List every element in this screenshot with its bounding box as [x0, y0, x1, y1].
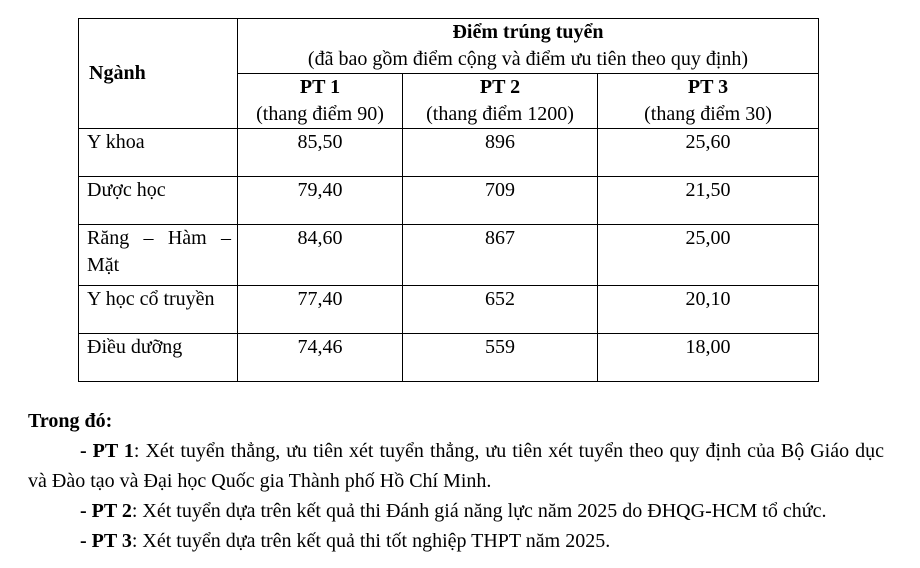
method-name: PT 1	[299, 76, 341, 98]
method-scale: (thang điểm 90)	[256, 103, 384, 125]
note-text: : Xét tuyển dựa trên kết quả thi Đánh giá năng lực năm 2025 do ĐHQG-HCM tổ chức.	[131, 500, 827, 522]
header-pt1	[238, 74, 403, 129]
admission-scores-table	[78, 18, 819, 382]
note-label: - PT 3	[80, 530, 132, 552]
notes-title: Trong đó:	[28, 410, 113, 432]
major-cell: Dược học	[79, 177, 238, 225]
pt2-cell: 867	[403, 225, 598, 286]
note-pt3	[28, 526, 884, 556]
pt2-cell: 652	[403, 286, 598, 334]
method-name: PT 2	[479, 76, 521, 98]
method-scale: (thang điểm 1200)	[426, 103, 574, 125]
note-text: : Xét tuyển dựa trên kết quả thi tốt nghiệp THPT năm 2025.	[131, 530, 611, 552]
pt3-cell: 25,60	[598, 129, 819, 177]
table-row	[79, 334, 819, 382]
table-row	[79, 129, 819, 177]
pt3-cell: 18,00	[598, 334, 819, 382]
pt3-cell: 25,00	[598, 225, 819, 286]
note-pt2	[28, 496, 884, 526]
notes-section	[28, 406, 884, 556]
note-label: - PT 2	[80, 500, 132, 522]
note-pt1	[28, 436, 884, 496]
pt1-cell: 74,46	[238, 334, 403, 382]
method-scale: (thang điểm 30)	[644, 103, 772, 125]
major-cell: Răng – Hàm – Mặt	[79, 225, 238, 286]
pt1-cell: 77,40	[238, 286, 403, 334]
group-title: Điểm trúng tuyển	[452, 21, 604, 43]
pt1-cell: 84,60	[238, 225, 403, 286]
major-cell: Y học cổ truyền	[79, 286, 238, 334]
pt3-cell: 20,10	[598, 286, 819, 334]
table-row	[79, 225, 819, 286]
table-row	[79, 286, 819, 334]
major-cell: Điều dưỡng	[79, 334, 238, 382]
method-name: PT 3	[687, 76, 729, 98]
pt1-cell: 79,40	[238, 177, 403, 225]
pt3-cell: 21,50	[598, 177, 819, 225]
header-pt3	[598, 74, 819, 129]
major-cell: Y khoa	[79, 129, 238, 177]
note-label: - PT 1	[80, 440, 134, 462]
header-pt2	[403, 74, 598, 129]
group-subtitle: (đã bao gồm điểm cộng và điểm ưu tiên theo quy định)	[307, 48, 749, 70]
pt1-cell: 85,50	[238, 129, 403, 177]
pt2-cell: 896	[403, 129, 598, 177]
pt2-cell: 559	[403, 334, 598, 382]
note-text: : Xét tuyển thẳng, ưu tiên xét tuyển thẳng, ưu tiên xét tuyển theo quy định của Bộ Giáo dục và Đào tạo và Đại học Quốc gia Thành phố Hồ Chí Minh.	[28, 440, 884, 492]
header-major: Ngành	[79, 19, 238, 129]
header-group	[238, 19, 819, 74]
table-row	[79, 177, 819, 225]
pt2-cell: 709	[403, 177, 598, 225]
